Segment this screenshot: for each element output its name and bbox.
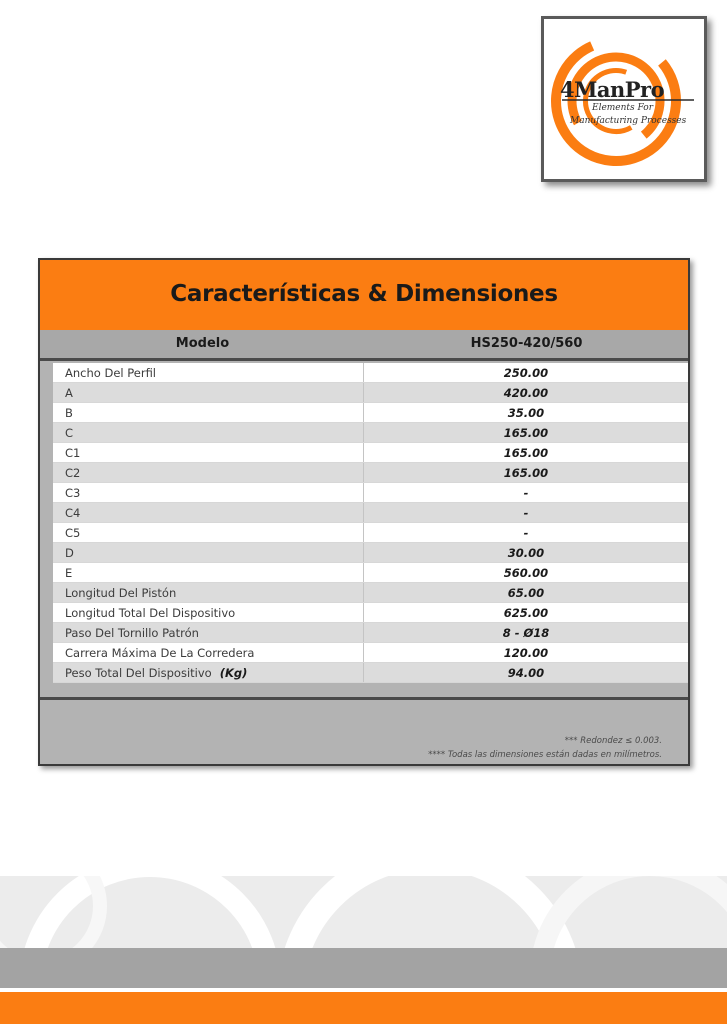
table-row [53,583,688,603]
row-value: - [523,486,529,500]
row-label [65,666,247,680]
row-label [65,366,156,380]
notes [428,734,662,762]
row-label [65,606,235,620]
row-label-text: C5 [65,526,81,540]
row-value: 560.00 [503,566,549,580]
logo-brand: 4ManPro [560,77,665,102]
row-value: - [523,526,529,540]
row-label-text: B [65,406,73,420]
row-label-text: Longitud Total Del Dispositivo [65,606,236,620]
row-value: 65.00 [507,586,545,600]
row-label-text: C [65,426,74,440]
row-value: 94.00 [507,666,545,680]
table-row [53,383,688,403]
table-row [53,523,688,543]
row-label [65,406,73,420]
row-label [65,486,80,500]
logo-tagline-2: Manufacturing Processes [570,116,687,126]
table-row [53,643,688,663]
row-label [65,526,80,540]
row-label-text: A [65,386,73,400]
row-value: 30.00 [507,546,545,560]
row-value: 165.00 [503,426,549,440]
row-value: 165.00 [503,446,549,460]
spec-table-body [53,363,688,683]
row-label [65,626,199,640]
row-label [65,386,73,400]
row-label-text: C1 [65,446,81,460]
table-row [53,663,688,683]
row-label-text: Peso Total Del Dispositivo [65,666,212,680]
row-label-text: Carrera Máxima De La Corredera [65,646,255,660]
row-value: 625.00 [503,606,549,620]
row-value: 35.00 [507,406,545,420]
row-value: - [523,506,529,520]
row-value: 120.00 [503,646,549,660]
row-label-text: C2 [65,466,81,480]
row-value: 420.00 [503,386,549,400]
table-row [53,543,688,563]
table-row [53,403,688,423]
row-label-text: D [65,546,74,560]
row-label [65,466,80,480]
table-row [53,483,688,503]
note-roundness: *** Redondez ≤ 0.003. [564,736,662,746]
row-label-text: Longitud Del Pistón [65,586,177,600]
row-label [65,646,254,660]
table-row [53,443,688,463]
row-label-text: C3 [65,486,81,500]
table-row [53,463,688,483]
row-label [65,586,176,600]
spec-card-header [40,260,688,330]
row-value: 250.00 [503,366,549,380]
row-label [65,446,80,460]
footer-decoration [0,876,727,948]
row-label-text: Paso Del Tornillo Patrón [65,626,199,640]
column-header-model-value: HS250-420/560 [470,336,583,351]
table-row [53,363,688,383]
company-logo [541,16,707,182]
row-unit: (Kg) [219,666,248,680]
table-row [53,603,688,623]
row-label [65,546,74,560]
row-label [65,566,72,580]
table-row [53,623,688,643]
table-row [53,563,688,583]
note-units: **** Todas las dimensiones están dadas en milímetros. [428,750,662,760]
spec-card [38,258,690,766]
logo-tagline-1: Elements For [592,103,654,113]
row-label [65,426,73,440]
footer-gray-band [0,948,727,988]
table-row [53,503,688,523]
row-value: 8 - Ø18 [502,626,550,640]
table-header [40,330,688,361]
row-label-text: C4 [65,506,81,520]
row-label-text: E [65,566,73,580]
row-label-text: Ancho Del Perfil [65,366,157,380]
table-bottom-rule [40,697,688,700]
row-label [65,506,80,520]
footer-orange-band [0,992,727,1024]
table-row [53,423,688,443]
column-header-model: Modelo [175,336,230,351]
footer-rings-icon [0,876,727,948]
row-value: 165.00 [503,466,549,480]
page-title: Características & Dimensiones [170,281,558,307]
